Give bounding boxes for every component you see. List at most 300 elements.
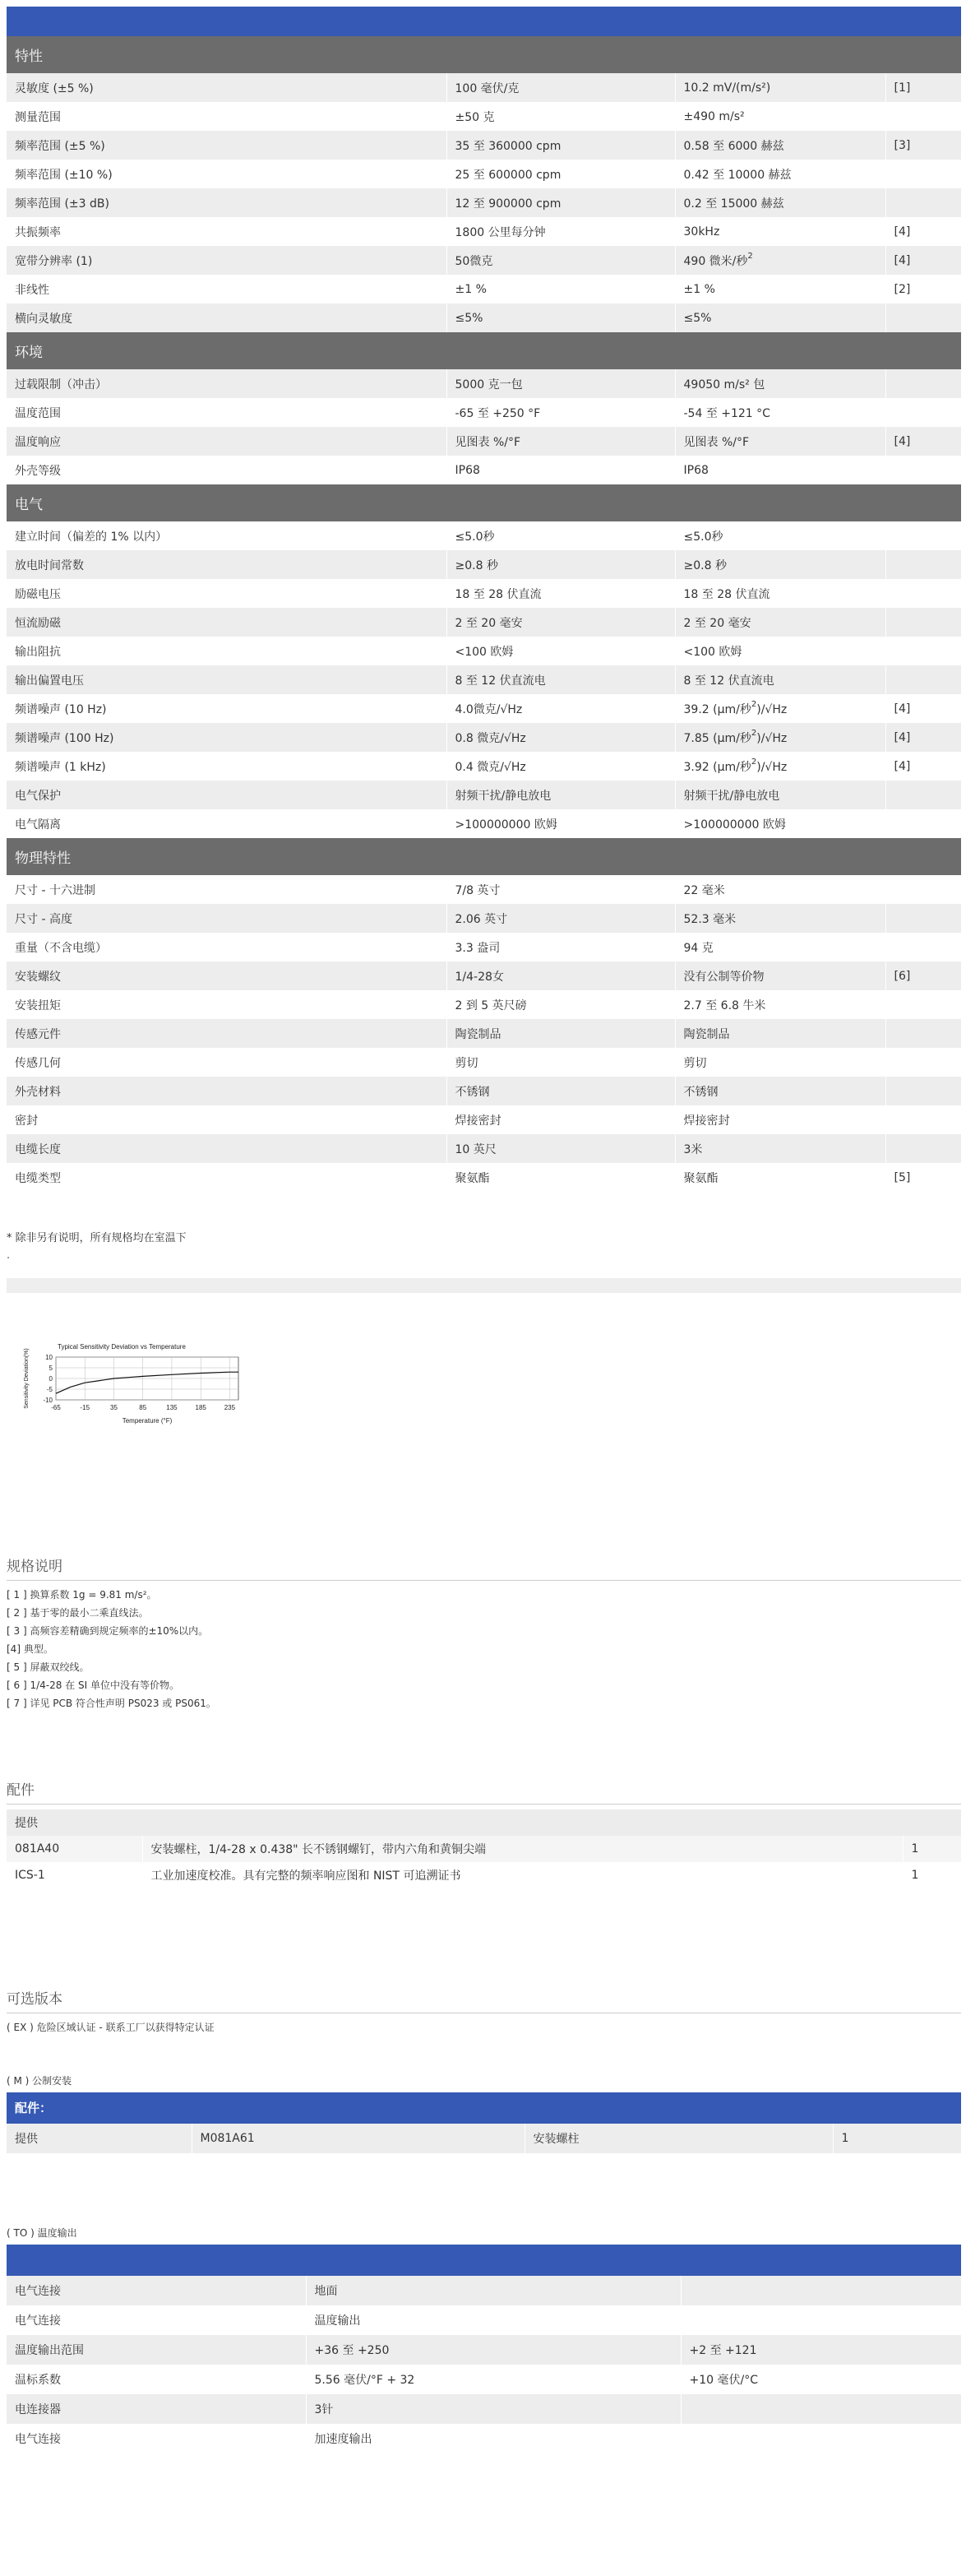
spec-label: 电缆类型 [7,1163,446,1192]
spec-value-metric-text: 2.7 至 6.8 牛米 [683,998,766,1012]
accessories-title: 配件 [7,1778,961,1805]
variant-to-c1: 电气连接 [7,2305,306,2335]
section-title: 环境 [7,332,961,369]
spec-label: 测量范围 [7,102,446,131]
spec-value-metric [675,990,885,1019]
variant-to-row [7,2335,961,2365]
spec-ref: [6] [885,961,961,990]
chart-y-tick: -5 [46,1386,53,1393]
section-title: 特性 [7,36,961,73]
spec-value-exponent: 2 [747,251,753,261]
spec-value-metric [675,665,885,694]
spec-label: 非线性 [7,275,446,303]
spec-value-metric-tail: )/√Hz [756,731,788,745]
spec-value-metric [675,1077,885,1105]
accessory-desc: 工业加速度校准。具有完整的频率响应图和 NIST 可追溯证书 [142,1862,903,1888]
spec-value-exponent: 2 [751,728,757,738]
spec-label: 频谱噪声 (100 Hz) [7,723,446,752]
section-header [7,484,961,521]
spec-value-imperial: -65 至 +250 °F [446,398,675,427]
variant-to-c2: 5.56 毫伏/°F + 32 [306,2365,681,2394]
spec-row [7,933,961,961]
spec-value-metric-text: 聚氨酯 [683,1171,719,1185]
spec-value-imperial: 4.0微克/√Hz [446,694,675,723]
spec-label: 外壳等级 [7,456,446,484]
spec-note-item: [ 7 ] 详见 PCB 符合性声明 PS023 或 PS061。 [7,1698,216,1709]
spec-value-metric [675,550,885,579]
spec-value-metric-text: -54 至 +121 °C [683,406,770,420]
spec-row [7,990,961,1019]
top-blue-bar [7,7,961,36]
variant-to-label: ( TO ) 温度输出 [7,2227,77,2239]
spec-value-metric [675,875,885,904]
spec-value-metric-text: 射频干扰/静电放电 [683,789,780,803]
variant-to-c1: 电气连接 [7,2276,306,2305]
spec-value-metric-tail: )/√Hz [756,760,788,774]
variant-to-c3 [681,2276,961,2305]
variants-title: 可选版本 [7,1987,961,2013]
spec-ref: [4] [885,427,961,456]
footnote-room-temp: * 除非另有说明，所有规格均在室温下 [7,1232,187,1244]
spec-label: 宽带分辨率 (1) [7,246,446,275]
spec-row [7,579,961,608]
spec-value-imperial: 不锈钢 [446,1077,675,1105]
spec-value-metric-text: ±490 m/s² [683,109,745,123]
spec-row [7,160,961,188]
section-header [7,36,961,73]
chart-y-tick: 0 [49,1375,53,1383]
variant-ex: ( EX ) 危险区域认证 - 联系工厂以获得特定认证 [7,2022,215,2033]
spec-label: 温度范围 [7,398,446,427]
spec-ref [885,781,961,809]
spec-row [7,369,961,398]
variant-m-c4: 1 [833,2124,961,2153]
spec-value-imperial: 焊接密封 [446,1105,675,1134]
accessories-table [7,1809,962,1888]
spec-label: 频率范围 (±10 %) [7,160,446,188]
spec-ref [885,102,961,131]
spec-value-metric [675,275,885,303]
spec-ref: [1] [885,73,961,102]
spec-note-item: [ 1 ] 换算系数 1g = 9.81 m/s²。 [7,1589,157,1601]
variant-to-row [7,2424,961,2453]
spec-value-imperial: 35 至 360000 cpm [446,131,675,160]
spec-label: 灵敏度 (±5 %) [7,73,446,102]
spec-label: 温度响应 [7,427,446,456]
spec-row [7,961,961,990]
spec-value-metric-text: <100 欧姆 [683,645,742,659]
spec-value-metric [675,102,885,131]
spec-row [7,1105,961,1134]
spec-value-metric-text: 49050 m/s² 包 [683,378,765,391]
variant-to-c2: 地面 [306,2276,681,2305]
spec-row [7,608,961,637]
spec-value-metric-text: 不锈钢 [683,1085,719,1099]
spec-value-metric-text: 剪切 [683,1056,707,1070]
spec-value-imperial: 5000 克一包 [446,369,675,398]
variant-to-c3 [681,2424,961,2453]
spec-value-imperial: 12 至 900000 cpm [446,188,675,217]
spec-label: 输出偏置电压 [7,665,446,694]
spec-ref: [2] [894,282,911,296]
spec-note-item: [ 5 ] 屏蔽双绞线。 [7,1661,90,1673]
spec-label: 频率范围 (±5 %) [7,131,446,160]
chart-x-tick: 185 [195,1404,206,1411]
section-header [7,838,961,875]
spec-value-metric-text: 0.58 至 6000 赫兹 [683,139,784,153]
spec-label: 共振频率 [7,217,446,246]
spec-label: 传感元件 [7,1019,446,1048]
chart-x-tick: 135 [166,1404,178,1411]
chart-y-tick: 5 [49,1364,53,1372]
spec-row [7,694,961,723]
spec-value-metric-text: >100000000 欧姆 [683,818,786,832]
accessory-code: ICS-1 [7,1862,142,1888]
spec-value-imperial: ≤5.0秒 [446,521,675,550]
section-title: 物理特性 [7,838,961,875]
spec-value-imperial: ≤5% [446,303,675,332]
spec-value-metric [675,752,885,781]
spec-row [7,904,961,933]
spec-value-metric [675,904,885,933]
chart-y-label: Sensitivity Deviation(%) [24,1348,30,1409]
spec-label: 尺寸 - 十六进制 [7,875,446,904]
spec-value-imperial: 25 至 600000 cpm [446,160,675,188]
spec-value-metric [675,809,885,838]
spec-row [7,217,961,246]
chart-svg [13,1334,260,1449]
spec-ref [885,398,961,427]
spec-ref: [4] [885,723,961,752]
spec-value-metric [675,398,885,427]
variant-to-bar [7,2245,961,2276]
variant-to-c1: 温度输出范围 [7,2335,306,2365]
spec-value-metric [675,781,885,809]
spec-value-metric-text: 0.2 至 15000 赫兹 [683,197,784,211]
spec-value-imperial: 0.8 微克/√Hz [446,723,675,752]
spec-label: 放电时间常数 [7,550,446,579]
spec-value-imperial: >100000000 欧姆 [446,809,675,838]
variant-to-c3: +10 毫伏/°C [681,2365,961,2394]
spec-row [7,637,961,665]
spec-ref [885,904,961,933]
accessory-row [7,1862,961,1888]
spec-row [7,809,961,838]
spec-label: 密封 [7,1105,446,1134]
spec-row [7,456,961,484]
spec-row [7,875,961,904]
spec-value-metric-text: 陶瓷制品 [683,1027,730,1041]
spec-value-imperial: IP68 [446,456,675,484]
spec-row [7,550,961,579]
spec-ref [885,579,961,608]
spec-ref [885,188,961,217]
spec-value-metric-text: 2 至 20 毫安 [683,616,751,630]
spec-ref: [3] [885,131,961,160]
section-header [7,332,961,369]
note-dot: . [7,1249,11,1262]
variant-m-table [7,2124,962,2153]
accessory-row [7,1836,961,1862]
accessory-desc: 安装螺柱，1/4-28 x 0.438" 长不锈钢螺钉，带内六角和黄铜尖端 [142,1836,903,1862]
spec-ref [885,933,961,961]
spec-value-imperial: 2 至 20 毫安 [446,608,675,637]
spec-value-imperial: 10 英尺 [446,1134,675,1163]
variant-to-row [7,2305,961,2335]
spec-row [7,1134,961,1163]
spec-value-imperial: 1800 公里每分钟 [446,217,675,246]
spec-row [7,188,961,217]
spec-label: 安装扭矩 [7,990,446,1019]
spec-ref [885,1077,961,1105]
accessory-qty: 1 [903,1836,961,1862]
chart-x-tick: -15 [80,1404,90,1411]
variant-m-c1: 提供 [7,2124,192,2153]
spec-value-imperial: 2.06 英寸 [446,904,675,933]
variant-to-c1: 温标系数 [7,2365,306,2394]
accessory-code: 081A40 [7,1836,142,1862]
spec-value-imperial: 见图表 %/°F [446,427,675,456]
spec-ref [885,456,961,484]
gray-divider [7,1278,961,1293]
spec-table [7,36,961,1192]
variant-to-row [7,2394,961,2424]
spec-note-item: [4] 典型。 [7,1643,53,1655]
spec-value-metric-text: 焊接密封 [683,1114,730,1128]
spec-ref [885,990,961,1019]
spec-value-metric-text: 10.2 mV/(m/s²) [683,81,771,95]
spec-value-metric [675,369,885,398]
variant-m-row [7,2124,961,2153]
spec-value-metric-text: 22 毫米 [683,883,725,897]
spec-value-imperial: 50微克 [446,246,675,275]
spec-ref [885,550,961,579]
variant-to-c2: +36 至 +250 [306,2335,681,2365]
spec-value-metric [675,303,885,332]
variant-to-table [7,2276,962,2453]
spec-row [7,303,961,332]
spec-label: 安装螺纹 [7,961,446,990]
variant-to-c2: 3针 [306,2394,681,2424]
spec-label: 频率范围 (±3 dB) [7,188,446,217]
spec-value-metric [675,217,885,246]
spec-value-metric [675,637,885,665]
spec-ref [885,1019,961,1048]
variant-m-label: ( M ) 公制安装 [7,2075,72,2087]
variant-to-c3: +2 至 +121 [681,2335,961,2365]
spec-value-exponent: 2 [751,699,757,709]
spec-label: 外壳材料 [7,1077,446,1105]
spec-ref [885,637,961,665]
section-title: 电气 [7,484,961,521]
spec-row [7,1077,961,1105]
spec-value-metric [675,1048,885,1077]
spec-value-imperial: 7/8 英寸 [446,875,675,904]
spec-value-metric-text: 见图表 %/°F [683,435,750,449]
spec-ref [885,665,961,694]
spec-ref [885,521,961,550]
spec-ref [885,160,961,188]
spec-label: 励磁电压 [7,579,446,608]
variant-to-c3 [681,2394,961,2424]
chart-y-tick: -10 [43,1397,53,1404]
spec-row [7,752,961,781]
spec-ref: [4] [885,246,961,275]
spec-value-metric-text: 7.85 (μm/秒 [683,731,751,745]
spec-value-metric [675,579,885,608]
spec-label: 横向灵敏度 [7,303,446,332]
spec-value-metric [675,131,885,160]
chart-title: Typical Sensitivity Deviation vs Temperature [58,1343,186,1351]
accessories-header-row [7,1809,961,1836]
spec-value-imperial: 剪切 [446,1048,675,1077]
spec-row [7,102,961,131]
spec-value-metric [675,933,885,961]
spec-ref [885,608,961,637]
spec-label: 重量（不含电缆） [7,933,446,961]
spec-value-imperial: 陶瓷制品 [446,1019,675,1048]
spec-label: 输出阻抗 [7,637,446,665]
accessories-header: 提供 [7,1809,961,1836]
chart-x-tick: 85 [139,1404,147,1411]
spec-note-item: [ 3 ] 高频容差精确到规定频率的±10%以内。 [7,1625,209,1637]
spec-ref: [5] [894,1170,911,1184]
chart-x-tick: 235 [224,1404,236,1411]
spec-value-imperial: 1/4-28女 [446,961,675,990]
spec-value-metric-text: ±1 % [683,282,715,296]
variant-to-c1: 电连接器 [7,2394,306,2424]
spec-value-imperial: 3.3 盎司 [446,933,675,961]
spec-label: 传感几何 [7,1048,446,1077]
spec-value-metric [675,1019,885,1048]
chart-x-tick: -65 [51,1404,61,1411]
accessory-qty: 1 [903,1862,961,1888]
spec-value-metric [675,521,885,550]
spec-value-metric-text: ≤5% [683,311,712,325]
spec-row [7,665,961,694]
spec-value-metric [675,456,885,484]
spec-value-metric-text: 94 克 [683,941,714,955]
spec-value-metric-text: 30kHz [683,225,720,239]
spec-row [7,275,961,303]
variant-m-c2: M081A61 [192,2124,525,2153]
spec-note-item: [ 2 ] 基于零的最小二乘直线法。 [7,1607,149,1619]
spec-ref: [4] [894,702,911,716]
spec-row [7,427,961,456]
variant-to-row [7,2365,961,2394]
spec-value-imperial: 100 毫伏/克 [446,73,675,102]
spec-value-metric [675,723,885,752]
spec-value-metric-text: ≤5.0秒 [683,530,723,544]
variant-to-c2: 温度输出 [306,2305,681,2335]
page [7,7,961,2453]
spec-notes-title: 规格说明 [7,1554,961,1581]
spec-value-metric-text: 8 至 12 伏直流电 [683,674,774,688]
spec-value-imperial: <100 欧姆 [446,637,675,665]
spec-value-metric [675,694,885,723]
spec-value-metric [675,246,885,275]
spec-value-imperial: 射频干扰/静电放电 [446,781,675,809]
spec-row [7,1048,961,1077]
spec-value-metric [675,188,885,217]
spec-label: 建立时间（偏差的 1% 以内） [7,521,446,550]
spec-value-imperial: ≥0.8 秒 [446,550,675,579]
spec-value-imperial: ±1 % [446,275,675,303]
spec-label: 频谱噪声 (1 kHz) [7,752,446,781]
spec-value-imperial: 2 到 5 英尺磅 [446,990,675,1019]
spec-note-item: [ 6 ] 1/4-28 在 SI 单位中没有等价物。 [7,1679,179,1691]
spec-ref [885,809,961,838]
spec-value-exponent: 2 [751,757,757,767]
spec-value-imperial: 聚氨酯 [446,1163,675,1192]
spec-value-metric [675,427,885,456]
spec-value-metric-text: ≥0.8 秒 [683,558,727,572]
spec-label: 电气保护 [7,781,446,809]
variant-to-c3 [681,2305,961,2335]
variant-m-bar: 配件： [7,2092,961,2124]
temperature-chart [13,1334,260,1449]
spec-row [7,1163,961,1192]
spec-value-metric-text: 39.2 (μm/秒 [683,702,751,716]
spec-label: 尺寸 - 高度 [7,904,446,933]
spec-value-metric-text: IP68 [683,463,709,477]
spec-value-metric [675,608,885,637]
spec-label: 电缆长度 [7,1134,446,1163]
spec-value-metric [675,160,885,188]
spec-value-metric-tail: )/√Hz [756,702,788,716]
spec-notes-list [7,1586,961,1712]
spec-ref [885,303,961,332]
spec-label: 频谱噪声 (10 Hz) [7,694,446,723]
spec-ref: [4] [894,759,911,773]
spec-label: 过载限制（冲击） [7,369,446,398]
spec-value-metric-text: 18 至 28 伏直流 [683,587,770,601]
chart-x-tick: 35 [110,1404,118,1411]
chart-x-label: Temperature (°F) [122,1417,173,1425]
spec-ref [885,369,961,398]
variant-to-c1: 电气连接 [7,2424,306,2453]
spec-value-metric-text: 0.42 至 10000 赫兹 [683,168,792,182]
chart-y-tick: 10 [45,1354,53,1361]
variant-to-c2: 加速度输出 [306,2424,681,2453]
spec-ref [885,1105,961,1134]
variant-to-row [7,2276,961,2305]
spec-value-metric-text: 没有公制等价物 [683,970,765,984]
spec-ref [885,1134,961,1163]
spec-row [7,1019,961,1048]
spec-value-metric-text: 52.3 毫米 [683,912,737,926]
spec-row [7,131,961,160]
spec-row [7,521,961,550]
spec-ref [885,875,961,904]
spec-value-metric [675,1105,885,1134]
spec-row [7,398,961,427]
spec-value-metric-text: 490 微米/秒 [683,254,748,268]
spec-value-metric-text: 3.92 (μm/秒 [683,760,751,774]
spec-value-imperial: 8 至 12 伏直流电 [446,665,675,694]
variant-m-c3: 安装螺柱 [525,2124,833,2153]
spec-value-metric-text: 3米 [683,1142,703,1156]
spec-value-metric [675,1163,885,1192]
spec-ref [885,1048,961,1077]
spec-ref: [4] [894,225,911,239]
spec-row [7,723,961,752]
spec-label: 电气隔离 [7,809,446,838]
spec-label: 恒流励磁 [7,608,446,637]
spec-row [7,73,961,102]
spec-value-metric [675,961,885,990]
spec-row [7,781,961,809]
